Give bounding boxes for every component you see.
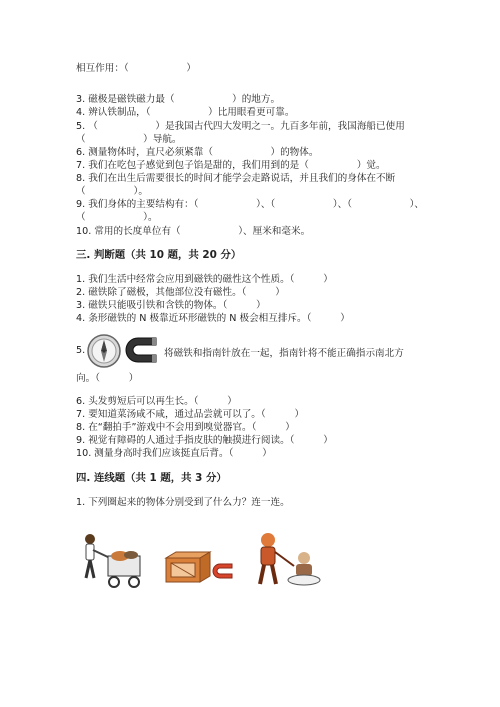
judge-section-heading: 三. 判断题（共 10 题，共 20 分） xyxy=(76,249,242,261)
judge-q5-text: 将磁铁和指南针放在一起，指南针将不能正确指示南北方 xyxy=(164,348,404,359)
fill-blank-q7: 7. 我们在吃包子感觉到包子馅是甜的，我们用到的是（ ）觉。 xyxy=(76,160,386,171)
fill-blank-q8: 8. 我们在出生后需要很长的时间才能学会走路说话，并且我们的身体在不断 xyxy=(76,173,396,184)
fill-blank-q3: 3. 磁极是磁铁磁力最（ ）的地方。 xyxy=(76,94,281,105)
fill-blank-q8-cont: （ ）。 xyxy=(76,186,148,197)
judge-q6: 6. 头发剪短后可以再生长。（ ） xyxy=(76,396,237,407)
horseshoe-magnet-icon xyxy=(122,334,162,370)
children-sledding-illustration xyxy=(250,530,322,598)
fill-blank-q4: 4. 辨认铁制品，（ ）比用眼看更可靠。 xyxy=(76,107,295,118)
fill-blank-q9: 9. 我们身体的主要结构有：（ ）、（ ）、（ ）、 xyxy=(76,199,424,210)
fill-blank-q10: 10. 常用的长度单位有（ ）、厘米和毫米。 xyxy=(76,226,311,237)
wooden-crate-illustration xyxy=(160,548,216,592)
judge-q9: 9. 视觉有障碍的人通过手指皮肤的触摸进行阅读。（ ） xyxy=(76,435,333,446)
judge-q5-cont: 向。（ ） xyxy=(76,373,139,384)
connect-section-heading: 四. 连线题（共 1 题，共 3 分） xyxy=(76,472,227,484)
judge-q2: 2. 磁铁除了磁极，其他部位没有磁性。（ ） xyxy=(76,287,285,298)
judge-q4: 4. 条形磁铁的 N 极靠近环形磁铁的 N 极会相互排斥。（ ） xyxy=(76,313,350,324)
connect-q1: 1. 下列圈起来的物体分别受到了什么力？连一连。 xyxy=(76,497,290,508)
child-pushing-cart-illustration xyxy=(76,530,148,598)
fill-blank-q9-cont: （ ）。 xyxy=(76,212,158,223)
fill-blank-q6: 6. 测量物体时，直尺必须紧靠（ ）的物体。 xyxy=(76,147,319,158)
red-magnet-illustration xyxy=(210,562,236,584)
judge-q5-row xyxy=(76,331,456,371)
fill-blank-q5-cont: （ ）导航。 xyxy=(76,134,182,145)
fill-blank-q5: 5. （ ）是我国古代四大发明之一。九百多年前，我国海船已使用 xyxy=(76,121,405,132)
judge-q7: 7. 要知道菜汤咸不咸，通过品尝就可以了。（ ） xyxy=(76,409,305,420)
judge-q5-number: 5. xyxy=(76,345,86,356)
compass-icon xyxy=(86,333,122,373)
judge-q10: 10. 测量身高时我们应该挺直后背。（ ） xyxy=(76,448,272,459)
judge-q8: 8. 在“翻拍手”游戏中不会用到嗅觉器官。（ ） xyxy=(76,422,295,433)
fill-blank-line: 相互作用：（ ） xyxy=(76,63,196,74)
judge-q3: 3. 磁铁只能吸引铁和含铁的物体。（ ） xyxy=(76,300,266,311)
judge-q1: 1. 我们生活中经常会应用到磁铁的磁性这个性质。（ ） xyxy=(76,274,333,285)
